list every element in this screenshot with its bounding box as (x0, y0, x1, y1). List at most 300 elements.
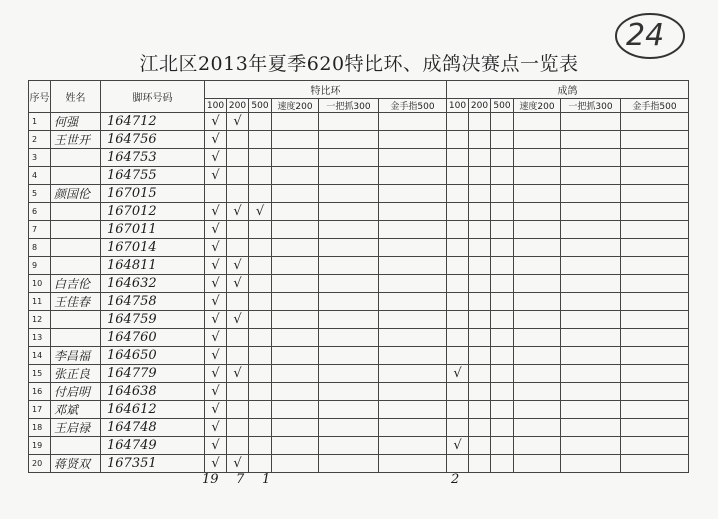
header-t500: 500 (249, 99, 272, 113)
check-cell-tg (319, 185, 379, 203)
check-cell-tg (319, 203, 379, 221)
row-name: 李昌福 (51, 347, 101, 365)
check-cell-ts (272, 203, 319, 221)
row-name (51, 437, 101, 455)
check-cell-cg (561, 257, 621, 275)
row-name: 何强 (51, 113, 101, 131)
check-cell-cs (514, 365, 561, 383)
check-cell-c200 (469, 113, 491, 131)
check-cell-tg (319, 419, 379, 437)
check-cell-cs (514, 383, 561, 401)
check-cell-t100: √ (205, 257, 227, 275)
check-cell-t100: √ (205, 167, 227, 185)
check-cell-tg (319, 167, 379, 185)
check-cell-tj (379, 167, 447, 185)
check-cell-c500 (491, 329, 514, 347)
check-cell-c100 (447, 419, 469, 437)
check-cell-cj (621, 257, 689, 275)
check-cell-tg (319, 365, 379, 383)
check-cell-c500 (491, 437, 514, 455)
check-cell-ts (272, 221, 319, 239)
table-row (29, 311, 689, 329)
header-t-speed200: 速度200 (272, 99, 319, 113)
check-cell-c200 (469, 419, 491, 437)
check-cell-cg (561, 113, 621, 131)
table-row (29, 455, 689, 473)
check-cell-t200 (227, 347, 249, 365)
check-cell-tj (379, 311, 447, 329)
check-cell-t200 (227, 131, 249, 149)
check-cell-t500 (249, 275, 272, 293)
check-cell-t100: √ (205, 293, 227, 311)
check-cell-t500 (249, 131, 272, 149)
check-cell-c500 (491, 185, 514, 203)
check-cell-c500 (491, 365, 514, 383)
check-cell-c200 (469, 329, 491, 347)
check-cell-t500 (249, 185, 272, 203)
row-number: 11 (29, 293, 51, 311)
check-cell-cs (514, 185, 561, 203)
check-cell-c500 (491, 419, 514, 437)
check-cell-tj (379, 347, 447, 365)
check-cell-tg (319, 293, 379, 311)
check-cell-cs (514, 329, 561, 347)
row-ring-number: 164811 (101, 257, 205, 275)
check-cell-cj (621, 437, 689, 455)
check-cell-tg (319, 347, 379, 365)
row-ring-number: 164760 (101, 329, 205, 347)
check-cell-c500 (491, 167, 514, 185)
check-cell-c200 (469, 275, 491, 293)
check-cell-c200 (469, 437, 491, 455)
row-ring-number: 164753 (101, 149, 205, 167)
check-cell-c200 (469, 167, 491, 185)
check-cell-t500 (249, 293, 272, 311)
table-row (29, 203, 689, 221)
check-cell-c500 (491, 131, 514, 149)
check-cell-c100 (447, 113, 469, 131)
check-cell-c500 (491, 311, 514, 329)
row-ring-number: 164749 (101, 437, 205, 455)
check-cell-tg (319, 401, 379, 419)
check-cell-tj (379, 329, 447, 347)
check-cell-c500 (491, 275, 514, 293)
check-cell-cg (561, 185, 621, 203)
check-cell-tj (379, 293, 447, 311)
row-ring-number: 164638 (101, 383, 205, 401)
check-cell-tg (319, 149, 379, 167)
check-cell-t500 (249, 311, 272, 329)
header-t100: 100 (205, 99, 227, 113)
table-row (29, 293, 689, 311)
check-cell-t100: √ (205, 419, 227, 437)
row-name (51, 329, 101, 347)
check-cell-c100 (447, 401, 469, 419)
table-row (29, 221, 689, 239)
check-cell-cj (621, 221, 689, 239)
check-cell-cs (514, 113, 561, 131)
row-name (51, 203, 101, 221)
row-ring-number: 164748 (101, 419, 205, 437)
row-ring-number: 164712 (101, 113, 205, 131)
row-name (51, 311, 101, 329)
header-t-grab300: 一把抓300 (319, 99, 379, 113)
table-row (29, 131, 689, 149)
page-number: 24 (626, 18, 665, 53)
check-cell-t200 (227, 221, 249, 239)
check-cell-t200: √ (227, 113, 249, 131)
check-cell-c100 (447, 329, 469, 347)
row-name: 王启禄 (51, 419, 101, 437)
check-cell-c100 (447, 239, 469, 257)
check-cell-c200 (469, 365, 491, 383)
table-row (29, 113, 689, 131)
check-cell-cj (621, 185, 689, 203)
row-ring-number: 167015 (101, 185, 205, 203)
check-cell-tg (319, 311, 379, 329)
check-cell-c500 (491, 455, 514, 473)
check-cell-t500: √ (249, 203, 272, 221)
check-cell-cj (621, 419, 689, 437)
check-cell-c100 (447, 149, 469, 167)
check-cell-c200 (469, 293, 491, 311)
total-t500: 1 (262, 472, 271, 487)
check-cell-ts (272, 329, 319, 347)
header-c-grab300: 一把抓300 (561, 99, 621, 113)
check-cell-tg (319, 329, 379, 347)
check-cell-cg (561, 401, 621, 419)
check-cell-t500 (249, 383, 272, 401)
table-row (29, 149, 689, 167)
row-number: 19 (29, 437, 51, 455)
check-cell-tj (379, 257, 447, 275)
check-cell-tj (379, 239, 447, 257)
check-cell-c100 (447, 293, 469, 311)
check-cell-c200 (469, 347, 491, 365)
row-ring-number: 167011 (101, 221, 205, 239)
check-cell-tj (379, 455, 447, 473)
check-cell-cg (561, 455, 621, 473)
check-cell-cg (561, 329, 621, 347)
check-cell-t100: √ (205, 365, 227, 383)
check-cell-c500 (491, 257, 514, 275)
row-number: 8 (29, 239, 51, 257)
table-row (29, 239, 689, 257)
check-cell-t200 (227, 185, 249, 203)
check-cell-c100 (447, 383, 469, 401)
check-cell-t200 (227, 401, 249, 419)
check-cell-t500 (249, 167, 272, 185)
row-ring-number: 167014 (101, 239, 205, 257)
check-cell-t100: √ (205, 221, 227, 239)
check-cell-t200 (227, 437, 249, 455)
check-cell-t500 (249, 257, 272, 275)
check-cell-c500 (491, 383, 514, 401)
check-cell-ts (272, 437, 319, 455)
row-name: 付启明 (51, 383, 101, 401)
check-cell-cg (561, 221, 621, 239)
check-cell-tj (379, 185, 447, 203)
row-number: 2 (29, 131, 51, 149)
check-cell-c100 (447, 203, 469, 221)
check-cell-ts (272, 419, 319, 437)
check-cell-tj (379, 383, 447, 401)
check-cell-t100: √ (205, 239, 227, 257)
check-cell-cg (561, 365, 621, 383)
check-cell-cs (514, 347, 561, 365)
check-cell-t200 (227, 293, 249, 311)
check-cell-ts (272, 311, 319, 329)
check-cell-cj (621, 401, 689, 419)
check-cell-c500 (491, 401, 514, 419)
row-name: 白吉伦 (51, 275, 101, 293)
table-row (29, 419, 689, 437)
table-row (29, 437, 689, 455)
check-cell-cg (561, 311, 621, 329)
check-cell-t200: √ (227, 455, 249, 473)
check-cell-tj (379, 113, 447, 131)
check-cell-t200: √ (227, 203, 249, 221)
check-cell-tj (379, 221, 447, 239)
check-cell-c200 (469, 311, 491, 329)
check-cell-t100: √ (205, 149, 227, 167)
check-cell-c100 (447, 347, 469, 365)
check-cell-c500 (491, 239, 514, 257)
row-name (51, 257, 101, 275)
table-row (29, 365, 689, 383)
check-cell-tg (319, 221, 379, 239)
row-number: 16 (29, 383, 51, 401)
check-cell-ts (272, 455, 319, 473)
row-number: 1 (29, 113, 51, 131)
check-cell-cg (561, 419, 621, 437)
check-cell-cs (514, 203, 561, 221)
results-table (28, 80, 689, 473)
check-cell-cj (621, 329, 689, 347)
row-number: 5 (29, 185, 51, 203)
total-c100: 2 (451, 472, 460, 487)
check-cell-t200 (227, 329, 249, 347)
check-cell-cj (621, 293, 689, 311)
header-t200: 200 (227, 99, 249, 113)
check-cell-t200: √ (227, 275, 249, 293)
check-cell-tg (319, 455, 379, 473)
check-cell-cg (561, 347, 621, 365)
check-cell-ts (272, 365, 319, 383)
row-number: 9 (29, 257, 51, 275)
check-cell-tg (319, 437, 379, 455)
check-cell-ts (272, 185, 319, 203)
header-group-tebihuan: 特比环 (205, 81, 447, 99)
check-cell-c100 (447, 131, 469, 149)
check-cell-t100 (205, 185, 227, 203)
check-cell-t100: √ (205, 455, 227, 473)
check-cell-c500 (491, 149, 514, 167)
check-cell-c200 (469, 455, 491, 473)
check-cell-c100: √ (447, 365, 469, 383)
row-number: 20 (29, 455, 51, 473)
row-ring-number: 164758 (101, 293, 205, 311)
check-cell-t100: √ (205, 383, 227, 401)
check-cell-c200 (469, 383, 491, 401)
check-cell-tj (379, 401, 447, 419)
check-cell-t100: √ (205, 329, 227, 347)
check-cell-t200 (227, 167, 249, 185)
row-name (51, 149, 101, 167)
check-cell-t500 (249, 365, 272, 383)
check-cell-t500 (249, 401, 272, 419)
row-name: 张正良 (51, 365, 101, 383)
check-cell-t500 (249, 329, 272, 347)
check-cell-cj (621, 455, 689, 473)
row-number: 10 (29, 275, 51, 293)
row-number: 4 (29, 167, 51, 185)
check-cell-tj (379, 437, 447, 455)
check-cell-t100: √ (205, 203, 227, 221)
total-t100: 19 (202, 472, 219, 487)
check-cell-t500 (249, 455, 272, 473)
table-row (29, 401, 689, 419)
check-cell-t200 (227, 383, 249, 401)
check-cell-cs (514, 275, 561, 293)
check-cell-ts (272, 293, 319, 311)
row-name (51, 167, 101, 185)
header-ring: 脚环号码 (101, 81, 205, 113)
check-cell-c200 (469, 131, 491, 149)
check-cell-c100 (447, 257, 469, 275)
check-cell-cs (514, 293, 561, 311)
check-cell-c500 (491, 347, 514, 365)
check-cell-tg (319, 383, 379, 401)
table-row (29, 383, 689, 401)
check-cell-t200: √ (227, 365, 249, 383)
check-cell-c500 (491, 293, 514, 311)
check-cell-t100: √ (205, 347, 227, 365)
check-cell-cj (621, 347, 689, 365)
row-name: 蒋贤双 (51, 455, 101, 473)
check-cell-c200 (469, 203, 491, 221)
check-cell-c200 (469, 221, 491, 239)
check-cell-cj (621, 203, 689, 221)
check-cell-c100 (447, 455, 469, 473)
check-cell-t200: √ (227, 311, 249, 329)
row-number: 18 (29, 419, 51, 437)
check-cell-cj (621, 239, 689, 257)
check-cell-c500 (491, 113, 514, 131)
check-cell-ts (272, 149, 319, 167)
row-number: 7 (29, 221, 51, 239)
row-number: 14 (29, 347, 51, 365)
check-cell-ts (272, 347, 319, 365)
check-cell-t500 (249, 149, 272, 167)
check-cell-t200: √ (227, 257, 249, 275)
check-cell-t100: √ (205, 401, 227, 419)
check-cell-cj (621, 149, 689, 167)
check-cell-c100 (447, 221, 469, 239)
row-number: 15 (29, 365, 51, 383)
check-cell-c100: √ (447, 437, 469, 455)
check-cell-t200 (227, 419, 249, 437)
header-c500: 500 (491, 99, 514, 113)
check-cell-tg (319, 257, 379, 275)
check-cell-tj (379, 203, 447, 221)
check-cell-cg (561, 167, 621, 185)
header-name: 姓名 (51, 81, 101, 113)
table-row (29, 329, 689, 347)
check-cell-cs (514, 257, 561, 275)
header-c200: 200 (469, 99, 491, 113)
check-cell-tj (379, 419, 447, 437)
check-cell-t500 (249, 221, 272, 239)
check-cell-cg (561, 131, 621, 149)
check-cell-tj (379, 365, 447, 383)
check-cell-cs (514, 311, 561, 329)
check-cell-t200 (227, 149, 249, 167)
check-cell-c100 (447, 185, 469, 203)
check-cell-tj (379, 149, 447, 167)
row-name: 王世开 (51, 131, 101, 149)
check-cell-cg (561, 437, 621, 455)
check-cell-t500 (249, 419, 272, 437)
check-cell-cs (514, 437, 561, 455)
check-cell-cj (621, 113, 689, 131)
table-row (29, 257, 689, 275)
check-cell-cj (621, 365, 689, 383)
check-cell-cj (621, 131, 689, 149)
check-cell-cs (514, 149, 561, 167)
check-cell-cg (561, 383, 621, 401)
row-ring-number: 167012 (101, 203, 205, 221)
check-cell-ts (272, 131, 319, 149)
row-ring-number: 164632 (101, 275, 205, 293)
check-cell-tj (379, 275, 447, 293)
page-title: 江北区2013年夏季620特比环、成鸽决赛点一览表 (139, 53, 579, 75)
header-t-golden500: 金手指500 (379, 99, 447, 113)
check-cell-ts (272, 113, 319, 131)
header-c-golden500: 金手指500 (621, 99, 689, 113)
check-cell-cg (561, 149, 621, 167)
check-cell-ts (272, 239, 319, 257)
row-ring-number: 164650 (101, 347, 205, 365)
check-cell-t500 (249, 347, 272, 365)
row-name (51, 221, 101, 239)
row-number: 13 (29, 329, 51, 347)
row-ring-number: 164759 (101, 311, 205, 329)
check-cell-cg (561, 293, 621, 311)
check-cell-t100: √ (205, 131, 227, 149)
check-cell-c100 (447, 167, 469, 185)
table-row (29, 275, 689, 293)
check-cell-tg (319, 131, 379, 149)
check-cell-c500 (491, 221, 514, 239)
check-cell-cs (514, 131, 561, 149)
check-cell-cs (514, 419, 561, 437)
header-c100: 100 (447, 99, 469, 113)
header-group-chengge: 成鸽 (447, 81, 689, 99)
table-row (29, 167, 689, 185)
check-cell-t500 (249, 113, 272, 131)
row-ring-number: 164612 (101, 401, 205, 419)
check-cell-cj (621, 383, 689, 401)
row-name: 王佳春 (51, 293, 101, 311)
check-cell-t100: √ (205, 437, 227, 455)
row-number: 12 (29, 311, 51, 329)
check-cell-t500 (249, 437, 272, 455)
header-c-speed200: 速度200 (514, 99, 561, 113)
check-cell-cg (561, 203, 621, 221)
header-seq: 序号 (29, 81, 51, 113)
check-cell-cs (514, 221, 561, 239)
